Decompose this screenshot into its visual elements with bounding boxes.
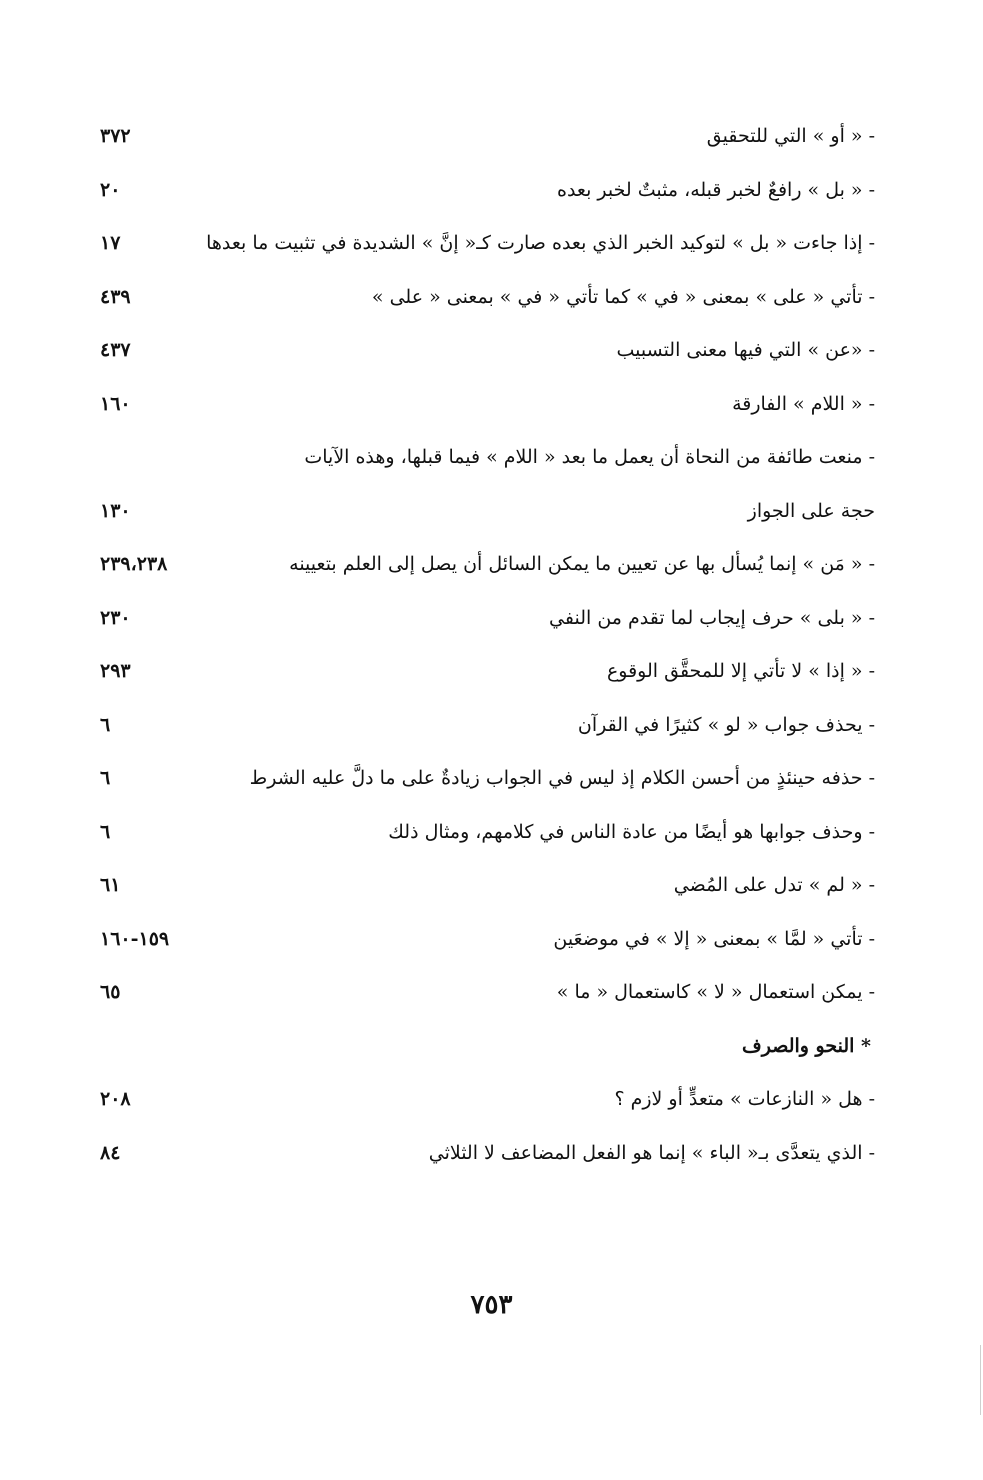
index-entry [100,704,875,758]
entry-text: - حذفه حينئذٍ من أحسن الكلام إذ ليس في الجواب زيادةٌ على ما دلَّ عليه الشرط [249,767,875,789]
entry-page-number: ١٣٠ [100,499,131,522]
entry-page-number: ٢٩٣ [100,660,131,682]
entry-page-number: ٦١ [100,874,121,896]
entry-text: - إذا جاءت « بل » لتوكيد الخبر الذي بعده صارت كـ« إنَّ » الشديدة في تثبيت ما بعدها [206,232,875,254]
entry-text: - « اللام » الفارقة [732,392,875,415]
index-entry [100,864,875,918]
index-entry [100,757,875,811]
entry-page-number: ٢٣٠ [100,606,131,629]
index-entry [100,169,875,223]
entry-page-number: ٨٤ [100,1141,121,1164]
entry-text: - «عن » التي فيها معنى التسبيب [616,339,875,361]
entry-text: - « أو » التي للتحقيق [706,125,875,147]
entry-text: - يحذف جواب « لو » كثيرًا في القرآن [577,713,875,736]
entry-text: - يمكن استعمال « لا » كاستعمال « ما » [556,981,875,1003]
index-entry [100,115,875,169]
entry-page-number: ٦ [100,767,111,789]
entry-text: - منعت طائفة من النحاة أن يعمل ما بعد « اللام » فيما قبلها، وهذه الآيات [304,446,875,468]
index-entry [100,971,875,1025]
index-entry [100,329,875,383]
entry-page-number: ٤٣٩ [100,285,131,308]
index-entry [100,650,875,704]
entry-text: حجة على الجواز [747,499,875,522]
entry-page-number: ٦ [100,820,111,843]
entry-page-number: ٦٥ [100,981,121,1003]
entry-text: - « بل » رافعٌ لخبر قبله، مثبتٌ لخبر بعده [557,178,875,201]
index-entry [100,222,875,276]
index-entry [100,597,875,651]
section-heading [100,1025,875,1079]
entry-page-number: ١٧ [100,232,121,254]
page-edge-mark [980,1345,981,1415]
index-entry [100,276,875,330]
entry-text: - « بلى » حرف إيجاب لما تقدم من النفي [549,606,875,629]
index-entry [100,490,875,544]
entry-page-number: ٣٧٢ [100,125,131,147]
entry-text: - تأتي « لمَّا » بمعنى « إلا » في موضعَين [553,927,875,950]
index-entry [100,383,875,437]
entry-text: - هل « النازعات » متعدٍّ أو لازم ؟ [614,1088,875,1110]
entry-page-number: ١٥٩-١٦٠ [100,927,170,950]
index-entry [100,543,875,597]
page-number: ٧٥٣ [470,1290,513,1320]
entry-text: - الذي يتعدَّى بـ« الباء » إنما هو الفعل المضاعف لا الثلاثي [428,1141,875,1164]
section-heading-text: * النحو والصرف [742,1034,871,1057]
entry-page-number: ١٦٠ [100,392,131,415]
index-entries [100,115,875,1185]
entry-page-number: ٢٠ [100,178,121,201]
index-entry [100,436,875,490]
entry-text: - تأتي « على » بمعنى « في » كما تأتي « في » بمعنى « على » [371,285,875,308]
index-entry [100,1078,875,1132]
entry-text: - « إذا » لا تأتي إلا للمحقَّق الوقوع [606,660,875,682]
index-entry [100,918,875,972]
index-entry [100,1132,875,1186]
index-entry [100,811,875,865]
entry-text: - وحذف جوابها هو أيضًا من عادة الناس في كلامهم، ومثال ذلك [388,820,875,843]
entry-text: - « مَن » إنما يُسأل بها عن تعيين ما يمكن السائل أن يصل إلى العلم بتعيينه [289,553,875,575]
entry-page-number: ٦ [100,713,111,736]
entry-page-number: ٢٠٨ [100,1088,131,1110]
entry-page-number: ٤٣٧ [100,339,131,361]
entry-page-number: ٢٣٩،٢٣٨ [100,553,168,575]
entry-text: - « لم » تدل على المُضي [673,874,875,896]
